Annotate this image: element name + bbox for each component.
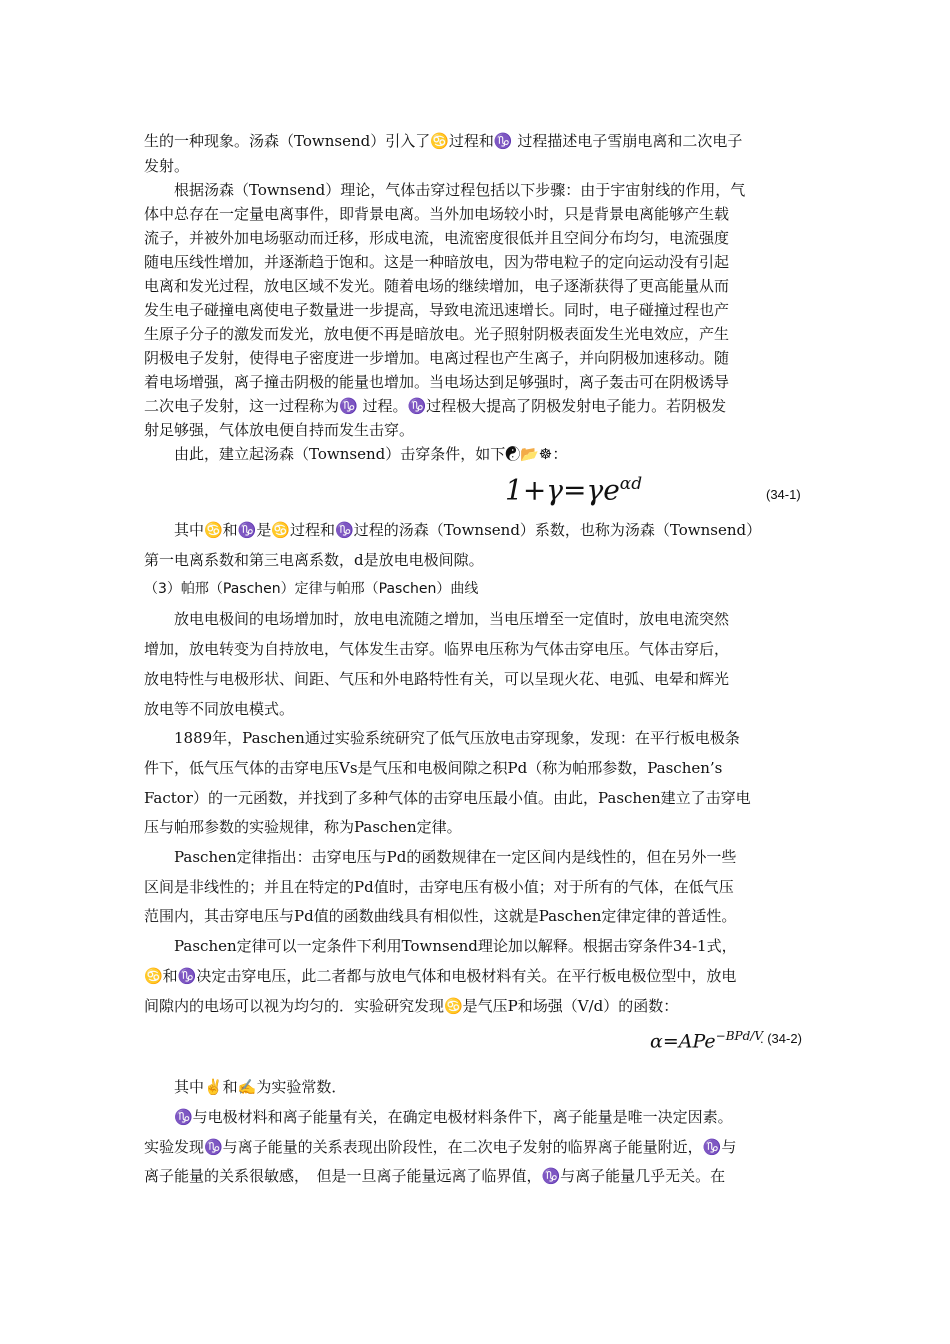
text-line: 随电压线性增加，并逐渐趋于饱和。这是一种暗放电，因为带电粒子的定向运动没有引起 (144, 253, 730, 271)
text-line: 压与帕邢参数的实验规律，称为Paschen定律。 (144, 818, 462, 836)
text-line: 根据汤森（Townsend）理论，气体击穿过程包括以下步骤：由于宇宙射线的作用，气 (144, 181, 746, 199)
text-line: 着电场增强，离子撞击阴极的能量也增加。当电场达到足够强时，离子轰击可在阴极诱导 (144, 373, 730, 391)
text-line: 电离和发光过程，放电区域不发光。随着电场的继续增加，电子逐渐获得了更高能量从而 (144, 277, 730, 295)
equation-34-1-exponent: αd (619, 474, 643, 494)
text-line: 生原子分子的激发而发光，放电便不再是暗放电。光子照射阴极表面发生光电效应，产生 (144, 325, 730, 343)
text-line: 放电电极间的电场增加时，放电电流随之增加，当电压增至一定值时，放电电流突然 (144, 610, 730, 628)
equation-34-1-body: 1+γ=γe (505, 473, 620, 507)
text-line: 放电特性与电极形状、间距、气压和外电路特性有关，可以呈现火花、电弧、电晕和辉光 (144, 670, 730, 688)
text-line: 离子能量的关系很敏感， 但是一旦离子能量远离了临界值，♑与离子能量几乎无关。在 (144, 1167, 726, 1185)
text-line: 其中♋和♑是♋过程和♑过程的汤森（Townsend）系数，也称为汤森（Townsend） (144, 521, 762, 539)
text-line: 由此，建立起汤森（Townsend）击穿条件，如下☯📂☸： (144, 445, 568, 463)
text-line: 放电等不同放电模式。 (144, 700, 295, 718)
text-line: 流子，并被外加电场驱动而迁移，形成电流，电流密度很低并且空间分布均匀，电流强度 (144, 229, 730, 247)
text-line: 第一电离系数和第三电离系数，d是放电电极间隙。 (144, 551, 484, 569)
text-line: 二次电子发射，这一过程称为♑ 过程。♑过程极大提高了阴极发射电子能力。若阴极发 (144, 397, 727, 415)
text-line: 1889年，Paschen通过实验系统研究了低气压放电击穿现象，发现：在平行板电极条 (144, 729, 740, 747)
text-line: 发生电子碰撞电离使电子数量进一步提高，导致电流迅速增长。同时，电子碰撞过程也产 (144, 301, 730, 319)
text-line: Paschen定律指出：击穿电压与Pd的函数规律在一定区间内是线性的，但在另外一些 (144, 848, 737, 866)
text-line: 体中总存在一定量电离事件，即背景电离。当外加电场较小时，只是背景电离能够产生载 (144, 205, 730, 223)
equation-number-34-2: . (34-2) (760, 1031, 802, 1046)
section-heading: （3）帕邢（Paschen）定律与帕邢（Paschen）曲线 (144, 581, 479, 597)
text-line: ♑与电极材料和离子能量有关，在确定电极材料条件下，离子能量是唯一决定因素。 (144, 1108, 733, 1126)
text-line: Paschen定律可以一定条件下利用Townsend理论加以解释。根据击穿条件34-1式， (144, 937, 737, 955)
text-line: 其中✌和✍为实验常数． (144, 1078, 347, 1096)
text-line: 件下，低气压气体的击穿电压Vs是气压和电极间隙之积Pd（称为帕邢参数，Paschen’s (144, 759, 723, 777)
text-line: 阴极电子发射，使得电子密度进一步增加。电离过程也产生离子，并向阴极加速移动。随 (144, 349, 730, 367)
text-line: Factor）的一元函数，并找到了多种气体的击穿电压最小值。由此，Paschen建立了击穿电 (144, 789, 751, 807)
text-line: 间隙内的电场可以视为均匀的．实验研究发现♋是气压P和场强（V/d）的函数： (144, 997, 679, 1015)
equation-34-2-body: α=APe (650, 1030, 716, 1053)
text-line: 区间是非线性的；并且在特定的Pd值时，击穿电压有极小值；对于所有的气体，在低气压 (144, 878, 734, 896)
equation-34-2-exponent: −BPd/V (715, 1029, 763, 1043)
text-line: ♋和♑决定击穿电压，此二者都与放电气体和电极材料有关。在平行板电极位型中，放电 (144, 967, 737, 985)
equation-number-34-1: (34-1) (766, 487, 801, 502)
text-line: 生的一种现象。汤森（Townsend）引入了♋过程和♑ 过程描述电子雪崩电离和二次电子 (144, 132, 743, 150)
equation-34-2 (650, 1022, 763, 1055)
text-line: 增加，放电转变为自持放电，气体发生击穿。临界电压称为气体击穿电压。气体击穿后， (144, 640, 730, 658)
text-line: 实验发现♑与离子能量的关系表现出阶段性，在二次电子发射的临界离子能量附近，♑与 (144, 1138, 737, 1156)
equation-34-1 (505, 466, 642, 508)
text-line: 发射。 (144, 157, 190, 175)
text-line: 射足够强，气体放电便自持而发生击穿。 (144, 421, 415, 439)
text-line: 范围内，其击穿电压与Pd值的函数曲线具有相似性，这就是Paschen定律定律的普适性。 (144, 907, 737, 925)
